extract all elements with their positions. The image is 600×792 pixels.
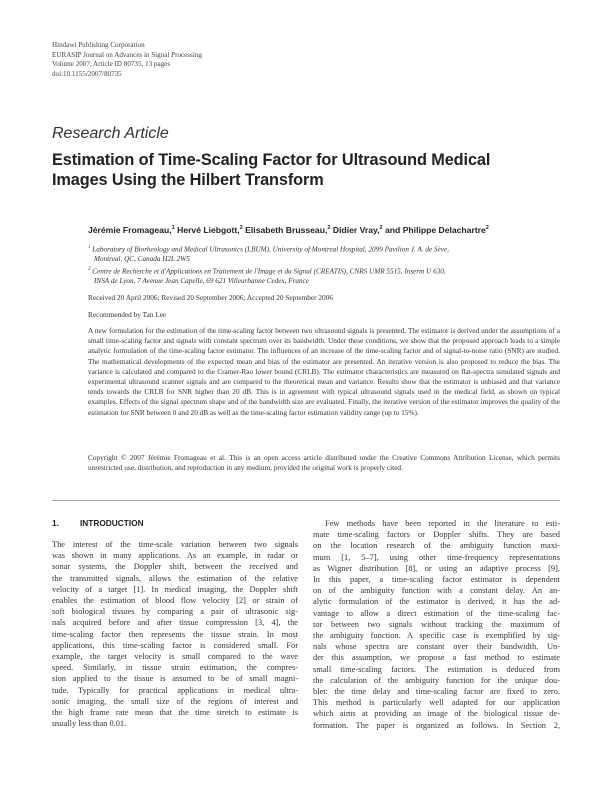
text-line: small time-scaling factors. The estimation is deduced from (313, 664, 560, 674)
submission-dates: Received 20 April 2006; Revised 20 September 2006; Accepted 20 September 2006 (88, 293, 334, 302)
article-type: Research Article (52, 125, 169, 142)
text-line: on of the ambiguity function with a constant delay. An an- (313, 586, 560, 596)
text-line: velocity of a target [1]. In medical imaging, the Doppler shift (52, 584, 298, 594)
body-column-right (313, 518, 560, 731)
text-line: on the location research of the ambiguity function maxi- (313, 541, 560, 551)
text-line: In this paper, a time-scaling factor estimator is dependent (313, 575, 560, 585)
text-line: example, the target velocity is small compared to the wave (52, 652, 298, 662)
text-line: sonar systems, the Doppler shift, between the received and (52, 562, 298, 572)
text-line: usually less than 0.01. (52, 719, 127, 729)
volume-info: Volume 2007, Article ID 80735, 13 pages (52, 60, 171, 69)
body-column-left (52, 539, 298, 729)
affiliation-2 (88, 265, 558, 286)
author-name: Hervé Liebgott, (174, 225, 240, 235)
text-line: alytic formulation of the estimator is derived, it has the ad- (313, 597, 560, 607)
text-line: sion applied to the tissue is assumed to be of small magni- (52, 674, 298, 684)
text-line: der this assumption, we propose a fast method to estimate (313, 653, 560, 663)
text-line: tor between two signals without tracking the maximum of (313, 619, 560, 629)
text-line: tude. Typically for practical applications in medical ultra- (52, 685, 298, 695)
text-line: nals acquired before and after tissue compression [3, 4], the (52, 618, 298, 628)
author-list (88, 225, 489, 235)
text-line: the calculation of the ambiguity function for the unique dou- (313, 675, 560, 685)
section-number: 1. (52, 518, 59, 528)
affiliation-mark: 1 (88, 245, 91, 250)
author-affiliation-mark: 2 (239, 225, 243, 232)
title-line-1: Estimation of Time-Scaling Factor for Ultrasound Medical (52, 151, 491, 169)
text-line: which aims at providing an image of the biological tissue de- (313, 709, 560, 719)
text-line: speed. Similarly, in tissue strain estimation, the compres- (52, 663, 298, 673)
section-title: INTRODUCTION (80, 518, 144, 528)
text-line: as Wigner distribution [8], or using an adaptive process [9]. (313, 563, 560, 573)
author-name: Didier Vray, (330, 225, 380, 235)
text-line: sonic imaging, the small size of the regions of interest and (52, 696, 298, 706)
text-line: applications, this time-scaling factor is considered small. For (52, 640, 298, 650)
text-line: time-scaling factor then represents the tissue strain. In most (52, 629, 298, 639)
affiliation-text: Montreal, QC, Canada H2L 2W5 (94, 255, 190, 264)
author-name: Elisabeth Brusseau, (242, 225, 328, 235)
text-line: the ambiguity function. A specific case is exemplified by sig- (313, 631, 560, 641)
abstract: A new formulation for the estimation of the time-scaling factor between two ultrasound signals is presented. The estimator is derived under the assumptions of a small time-scaling factor and signals with constant spectrum over its bandwidth. Under these conditions, we show that the proposed approach leads to a simple analytic formulation of the time-scaling factor estimator. The influences of an increase of the time-scaling factor and of signal-to-noise ratio (SNR) are studied. The mathematical developments of the expected mean and bias of the estimator are presented. An iterative version is also proposed to reduce the bias. The variance is calculated and compared to the Cramer-Rao lower bound (CRLB). The estimator characteristics are measured on flat-spectra simulated signals and experimental ultrasound scanner signals and are compared to the theoretical mean and variance. Results show that the estimator is unbiased and that variance tends towards the CRLB for SNR higher than 20 dB. This is in agreement with typical ultrasound signals used in the medical field, as shown on typical examples. Effects of the signal spectrum shape and of the bandwidth size are evaluated. Finally, the iterative version of the estimator improves the quality of the estimation for SNR between 0 and 20 dB as well as the time-scaling factor estimation validity range (up to 15%). (88, 326, 560, 417)
text-line: was shown in many applications. As an example, in radar or (52, 551, 298, 561)
author-affiliation-mark: 2 (379, 225, 383, 232)
text-line: mate time-scaling factors or Doppler shifts. They are based (313, 530, 560, 540)
affiliation-mark: 2 (88, 267, 91, 272)
affiliation-text: Laboratory of Biorheology and Medical Ultrasonics (LBUM), University of Montreal Hospital, 2099 Pavilion J. A. de Sève, (92, 245, 449, 254)
paper-title (52, 150, 562, 190)
author-affiliation-mark: 2 (327, 225, 331, 232)
text-line: vantage to allow a direct estimation of the time-scaling fac- (313, 608, 560, 618)
affiliation-1 (88, 243, 558, 264)
affiliation-text: Centre de Recherche et d'Applications en Traitement de l'Image et du Signal (CREATIS), CNRS UMR 5515, Inserm U 630, (92, 267, 446, 276)
author-affiliation-mark: 2 (485, 225, 489, 232)
affiliation-text: INSA de Lyon, 7 Avenue Jean Capelle, 69 621 Villeurbanne Cedex, France (94, 277, 309, 286)
text-line: nals whose spectra are constant over their bandwidth. Un- (313, 642, 560, 652)
text-line: mum [1, 5–7], using other time-frequency representations (313, 552, 560, 562)
recommended-by: Recommended by Tan Lee (88, 310, 167, 319)
text-line: This method is particularly well adapted for our application (313, 698, 560, 708)
text-line: Few methods have been reported in the literature to esti- (325, 519, 560, 528)
journal-name: EURASIP Journal on Advances in Signal Processing (52, 50, 202, 59)
text-line: soft biological tissues by comparing a pair of ultrasonic sig- (52, 607, 298, 617)
text-line: formation. The paper is organized as follows. In Section 2, (313, 720, 560, 730)
text-line: the transmitted signals, allows the estimation of the relative (52, 573, 298, 583)
publication-info (52, 41, 202, 79)
title-line-2: Images Using the Hilbert Transform (52, 171, 324, 189)
section-heading (52, 518, 144, 528)
text-line: enables the estimation of blood flow velocity [2] or strain of (52, 596, 298, 606)
copyright-notice: Copyright © 2007 Jérémie Fromageau et al. This is an open access article distributed under the Creative Commons Attribution License, which permits unrestricted use, distribution, and reproduction in any medium, provided the original work is properly cited. (88, 453, 560, 473)
text-line: the high frame rate mean that the time stretch to estimate is (52, 708, 298, 718)
text-line: The interest of the time-scale variation between two signals (52, 540, 298, 549)
author-affiliation-mark: 1 (171, 225, 175, 232)
publisher: Hindawi Publishing Corporation (52, 41, 145, 49)
author-name: and Philippe Delachartre (382, 225, 486, 235)
author-name: Jérémie Fromageau, (88, 225, 172, 235)
section-divider (52, 500, 560, 501)
doi[interactable]: doi:10.1155/2007/80735 (52, 69, 122, 78)
text-line: blet: the time delay and time-scaling factor are fixed to zero. (313, 687, 560, 697)
